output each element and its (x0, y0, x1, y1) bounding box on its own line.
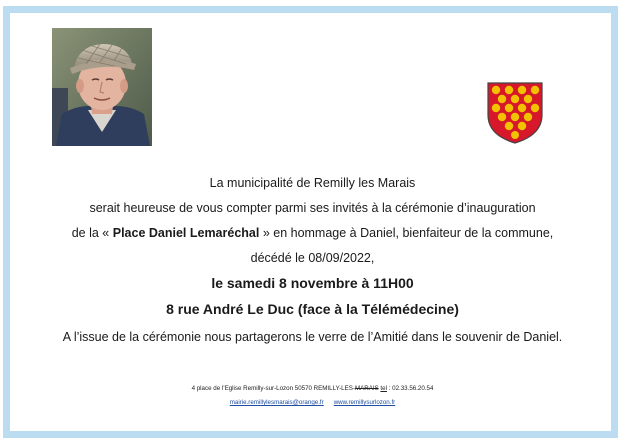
website-link[interactable]: www.remillysurlozon.fr (333, 399, 396, 406)
coat-of-arms-icon (486, 81, 544, 145)
footer-links (0, 399, 625, 407)
footer-address (0, 385, 625, 393)
footer-tel-label: tel (380, 385, 387, 392)
invitation-line-1: La municipalité de Remilly les Marais (209, 176, 416, 190)
event-address: 8 rue André Le Duc (face à la Télémédecine) (166, 301, 459, 317)
portrait-photo (52, 28, 152, 146)
event-date: le samedi 8 novembre à 11H00 (211, 275, 414, 291)
footer-address-part3: : 02.33.56.20.54 (386, 385, 434, 392)
line3-after: » en hommage à Daniel, bienfaiteur de la commune, (259, 226, 554, 240)
line3-before: de la « (71, 226, 113, 240)
footer-address-struck: MARAIS (354, 385, 379, 392)
email-link[interactable]: mairie.remillylesmarais@orange.fr (229, 399, 324, 406)
footer-address-part1: 4 place de l’Eglise Remilly-sur-Lozon 50570 REMILLY-LES- (191, 385, 355, 392)
invitation-line-4: décédé le 08/09/2022, (250, 251, 375, 265)
invitation-line-2: serait heureuse de vous compter parmi ses invités à la cérémonie d’inauguration (89, 201, 536, 215)
closing-line: A l’issue de la cérémonie nous partagerons le verre de l’Amitié dans le souvenir de Daniel. (62, 330, 563, 344)
place-name: Place Daniel Lemaréchal (112, 226, 260, 240)
invitation-line-3 (0, 225, 625, 241)
